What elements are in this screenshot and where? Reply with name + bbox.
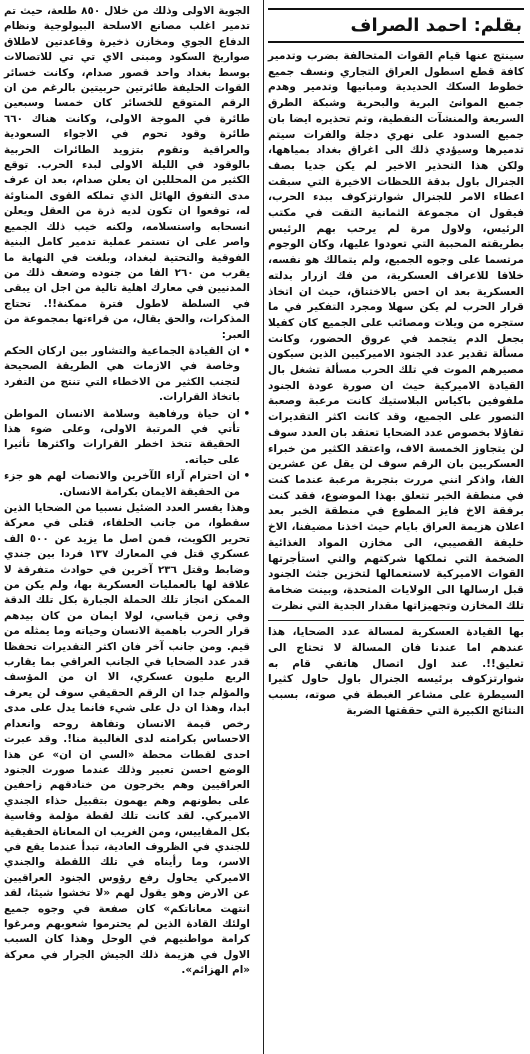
right-column-ending: [268, 625, 524, 719]
bullet-icon: •: [243, 407, 250, 420]
bullet-icon: •: [243, 470, 250, 483]
lesson-text: ان احترام آراء الآخرين والانصات لهم هو جزء من الحقيقة الايمان بكرامة الانسان.: [4, 470, 240, 498]
byline-box: [268, 8, 524, 43]
paragraph: سينتج عنها قيام القوات المتحالفة بضرب وتدمير كافة قطع اسطول العراق التجاري ونسف جميع خطوط السكك الحديدية ومبانيها وتدمير وهدم جميع الموانئ البرية والبحرية وشبكة الطرق السريعة والمنشآت النفطية، وتم تحذيره ايضا بان جميع السدود على نهري دجلة والفرات سيتم تدميرها وسيؤدي ذلك الى اغراق بغداد بمياهها، ولكن هذا التحذير الاخير لم يكن جديا بصف الجنرال باول بدقة اللحظات الاخيرة التي سبقت اعطاء الامر للجنرال شوارتزكوف ببدء الحرب، فيقول ان مجموعة الثمانية التقت في مكتب الرئيس، ولاول مرة لم يرحب بهم الرئيس بطريقته المحببة التي تعودوا عليها، وكان الوجوم مرتسما على وجوه الجميع، ولم يتمالك هو نفسه، خلافا للاعراف العسكرية، من فك ازرار بدلته العسكرية بعد ان احس بالاختناق، حيث ان اتخاذ قرار الحرب لم يكن سهلا ومجرد التفكير في ما ستجره من ويلات ومصائب على الجميع كان كفيلا بجعل الدم يتجمد في عروق الحضور، وكانت مسألة تقدير عدد الجنود الاميركيين الذين سيكون مصيرهم الموت في تلك الحرب مسألة تشغل بال القيادة الاميركية حيث ان صورة عودة الجنود ملفوفين باكياس البلاستيك كانت مرعبة وصعبة التصور على الجميع، وقد كانت اكثر التقديرات تفاؤلا بخصوص عدد الضحايا تعتقد بان العدد سوف لن يتجاوز الخمسة الاف، واعتقد الكثير من خبراء العسكريين بان الرقم سوف لن يقل عن عشرين الفا، واذكر انني مررت بتجربة مرعبة عندما كنت في منطقة الخبر تتعلق بهذا الموضوع، فقد كنت برفقة الاخ فايز المطوع في منطقة الخبر بعد اعلان هزيمة العراق بايام حيث اخذنا مضيفنا، الاخ خليفة القصيبي، الى مخازن المواد الغذائية الضخمة التي تملكها شركتهم والتي استأجرتها القوات الاميركية لاستعمالها لتخزين جثث الجنود قبل ارسالها الى الولايات المتحدة، وبينت ضخامة تلك المخازن وتجهيزاتها مقدار الجدية التي نظرت: [268, 50, 524, 612]
byline: بقلم: احمد الصراف: [350, 15, 522, 36]
left-column-text: [4, 4, 250, 979]
lesson-item: [4, 469, 250, 500]
right-column-text: [268, 49, 524, 614]
lesson-text: ان القيادة الجماعية والتشاور بين اركان الحكم وخاصة في الازمات هي الطريقة الصحيحة لتجنب الكثير من الاخطاء التي تنتج من التفرد باتخاذ القرارات.: [4, 344, 240, 404]
paragraph: بها القيادة العسكرية لمسالة عدد الضحايا، هذا عندهم اما عندنا فان المسالة لا تحتاج الى تعليق!!. عند اول اتصال هاتفي قام به شوارتزكوف برئيسه الجنرال باول حاول كثيرا السيطرة على مشاعر الغبطة في صوته، بسبب النتائج الكبيرة التي حققتها الضربة: [268, 626, 524, 717]
column-divider: [268, 620, 524, 621]
bullet-icon: •: [243, 344, 250, 357]
right-column: [262, 0, 530, 1054]
vertical-rule: [263, 0, 264, 1054]
paragraph-body: وهذا يفسر العدد الضئيل نسبيا من الضحايا الذين سقطوا، من جانب الحلفاء، قتلى في معركة تحرير الكويت، فمن اصل ما يزيد عن ٥٠٠ الف عسكري قتل في المعارك ١٣٧ فردا بين جندي وضابط وقتل ٢٣٦ آخرين في حوادث متفرقة لا علاقة لها بالعمليات العسكرية بها، ولم يكن من الممكن انجاز تلك الحملة الجبارة بكل تلك الدقة وفي زمن قياسي، لولا ايمان من كان بيدهم قرار الحرب باهمية الانسان وحياته وما يمثله من قيم. ومن جانب آخر فان اكثر التقديرات تحفظا قدر عدد الضحايا في الجانب العراقي بما يقارب الربع مليون عسكري، الا ان من المؤسف والمؤلم جدا ان الرقم الحقيقي سوف لن يعرف ابدا، وهذا ان دل على شيء فانما يدل على مدى رخص قيمة الانسان وتفاهة روحه وانعدام الاحساس بكرامته لدى الغالبية منا!. وقد عبرت احدى لقطات محطة «السي ان ان» عن هذا الوضع احسن تعبير وذلك عندما صورت الجنود العراقيين وهم يخرجون من خنادقهم زاحفين على بطونهم وهم يهمون بتقبيل حذاء الجندي الاميركي. لقد كانت تلك لقطة مؤلمة وقاسية بكل المقاييس، ومن الغريب ان المعاناة الحقيقية للجندي في الظروف العادية، تبدأ عندما يقع في الاسر، وما رأيناه في تلك اللقطة والجندي الاميركي يحاول رفع رؤوس الجنود العراقيين عن الارض وهو يقول لهم «لا تخشوا شيئا، لقد انتهت معاناتكم» كان صفعة في وجوه جميع اولئك القادة الذين لم يحترموا شعوبهم ومرغوا كرامة مواطنيهم في الوحل وهذا كان السبب الاول في هزيمة ذلك الجيش الجرار في معركة «ام الهزائم».: [4, 502, 250, 977]
lesson-item: [4, 407, 250, 469]
paragraph-intro: الجوية الاولى وذلك من خلال ٨٥٠ طلعة، حيث تم تدمير اغلب مصانع الاسلحة البيولوجية ونظام الدفاع الجوي ومخازن ذخيرة وقاعدتين لاطلاق صواريخ السكود ومبنى الاي تي تي للاتصالات بوسط بغداد واحد قصور صدام، وكانت خسائر القوات الحليفة طائرتين حربيتين بالرغم من ان الرقم المتوقع للخسائر كان خمسا وسبعين طائرة في الموجة الاولى، وكانت هناك ٦٦٠ طائرة وقود تحوم في الاجواء السعودية والعراقية وتقوم بتزويد الطائرات الحربية بالوقود في الليلة الاولى لبدء الحرب. توقع الكثير من المحللين ان يعلن صدام، بعد ان عرف مدى التفوق الهائل الذي تملكه القوى المناوئة له، توقعوا ان تكون لديه ذرة من العقل ويعلن انسحابه واستسلامه، ولكنه خيب ذلك الجميع واصر على ان تستمر عملية تدمير كامل البنية الفوقية والتحتية لبغداد، وبلغت في النهاية ما يقرب من ٢٦٠ الفا من جنوده وضعف ذلك من المدنيين في معارك اهلية تالية من اجل ان يبقى في السلطة لاطول فترة ممكنة!!. تحتاج المذكرات، والحق يقال، من قراءتها بمجموعة من العبر:: [4, 5, 250, 341]
lesson-item: [4, 344, 250, 406]
left-column: [0, 0, 258, 1054]
lesson-text: ان حياة ورفاهية وسلامة الانسان المواطن تأتي في المرتبة الاولى، وعلى ضوء هذا الحقيقة تتخذ اخطر القرارات واكثرها تأثيرا على حياته.: [4, 407, 240, 466]
